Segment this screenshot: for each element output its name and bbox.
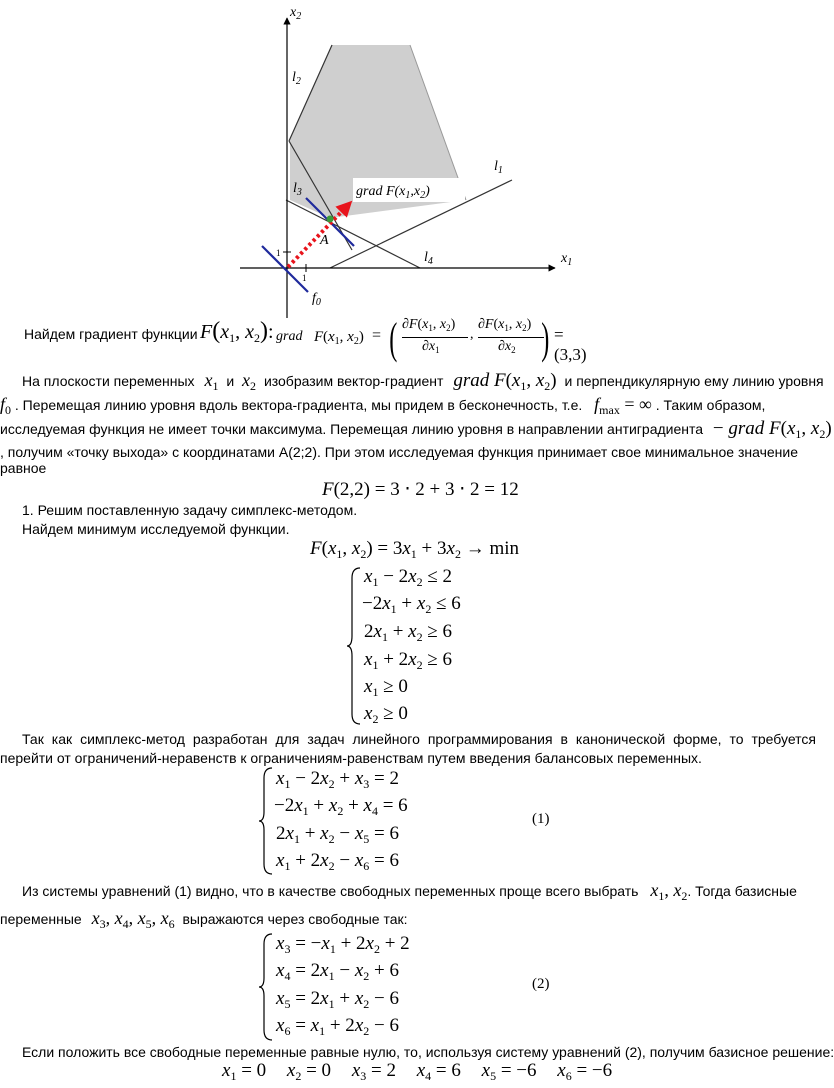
feasible-region-graph [0,0,816,320]
para1-c: и перпендикулярную ему линию уровня [564,373,824,389]
system2-brace [258,932,274,1042]
para1-and: и [226,373,235,389]
system1-brace [258,766,274,876]
constraint-2: $-2x_1 + x_2 \le 6$ [362,593,461,616]
level-line-f0-label: $f_0$ [312,291,321,308]
paragraph-canonical: Так как симплекс-метод разработан для задач линейного программирования в канонической форме, то требуется перейти от ограничений-неравенств к ограничениям-равенствам путем введения балансовых переменных. [0,731,816,766]
solution-x2: $x_2 = 0$ [286,1060,332,1083]
point-a-marker [327,216,334,223]
gradient-formula: grad F ($x_1$, $x_2$) = ( $\partial F(x_1$, $x_2$) $\partial x_1$ , $\partial F(x_1$, $x_2$) $\partial x_2$ ) = (3,3) [276,314,587,364]
system2-eq-1: $x_3 = -x_1 + 2x_2 + 2$ [276,933,410,956]
find-min-text: Найдем минимум исследуемой функции. [22,521,290,537]
solution-x1: $x_1 = 0$ [222,1060,267,1083]
f-value: F(2,2) = 3 ⋅ 2 + 3 ⋅ 2 = 12 [322,479,519,500]
objective-function: $F(x_1$, $x_2) = 3x_1 + 3x_2 \to \min$ [310,538,520,561]
solution-x3: $x_3 = 2$ [351,1060,396,1083]
constraint-1: $x_1 - 2x_2 \le 2$ [364,566,453,589]
paragraph-basic-solution: Если положить все свободные переменные равные нулю, то, используя систему уравнений (2), получим базисное решение: [22,1044,834,1060]
axis-x1-label: $x_1$ [561,251,573,268]
system2-eq-2: $x_4 = 2x_1 - x_2 + 6$ [276,960,399,983]
para1-d: . Перемещая линию уровня вдоль вектора-градиента, мы придем в бесконечность, т.е. [14,397,583,413]
constraint-4: $x_1 + 2x_2 \ge 6$ [364,649,453,672]
paragraph-gradient: На плоскости переменных $x_1$ и $x_2$ изобразим вектор-градиент grad $F(x_1$, $x_2$) и перпендикулярную ему линию уровня $f_0$ . Перемещая линию уровня вдоль вектора-градиента, мы придем в бесконечность, т.е. $f_{max}$ = ∞ . Таким образом, исследуемая функция не имеет точки максимума. Перемещая линию уровня в направлении антиградиента − grad $F(x_1$, $x_2$) , получим «точку выхода» с координатами A(2;2). При этом исследуемая функция принимает свое минимальное значение равное [0,370,832,476]
find-gradient-text: Найдем градиент функции [24,326,198,342]
system2-number: (2) [532,976,550,992]
system1-eq-4: $x_1 + 2x_2 - x_6 = 6$ [276,850,399,873]
paragraph-free-vars: Из системы уравнений (1) видно, что в качестве свободных переменных проще всего выбрать $x_1$, $x_2$. Тогда базисные переменные $x_3$, $x_4$, $x_5$, $x_6$ выражаются через свободные так: [0,880,797,931]
line-l1-label: $l_1$ [494,159,503,176]
basic-solution [222,1060,612,1084]
para1-b: изобразим вектор-градиент [263,373,444,389]
system1-eq-2: $-2x_1 + x_2 + x_4 = 6$ [274,795,408,818]
para1-f: , получим «точку выхода» с координатами A(2;2). При этом исследуемая функция принимает свое минимальное значение равное [0,444,799,476]
para1-a: На плоскости переменных [22,373,195,389]
constraint-5: $x_1 \ge 0$ [364,676,408,699]
line-l4-label: $l_4$ [424,250,433,267]
solution-x4: $x_4 = 6$ [416,1060,461,1083]
f-of-x-label: $F(x_1$, $x_2$): [200,318,274,345]
tick-x-label: 1 [302,273,307,283]
tick-y-label: 1 [276,248,281,258]
line-l2-label: $l_2$ [292,70,301,87]
solution-x5: $x_5 = -6$ [481,1060,537,1083]
step1-text: 1. Решим поставленную задачу симплекс-методом. [22,502,358,518]
constraint-6: $x_2 \ge 0$ [364,703,408,726]
point-a-label: A [320,233,329,248]
axis-x2-label: $x_2$ [290,5,302,22]
grad-label: grad $F(x_1,x_2)$ [356,184,430,201]
system2-eq-3: $x_5 = 2x_1 + x_2 - 6$ [276,988,399,1011]
system1-eq-1: $x_1 - 2x_2 + x_3 = 2$ [276,768,399,791]
system1-number: (1) [532,811,550,827]
system1-eq-3: $2x_1 + x_2 - x_5 = 6$ [276,823,399,846]
solution-x6: $x_6 = -6$ [557,1060,613,1083]
constraint-3: $2x_1 + x_2 \ge 6$ [364,621,453,644]
constraints-brace [346,566,362,726]
system2-eq-4: $x_6 = x_1 + 2x_2 - 6$ [276,1015,399,1038]
line-l3-label: $l_3$ [293,181,302,198]
